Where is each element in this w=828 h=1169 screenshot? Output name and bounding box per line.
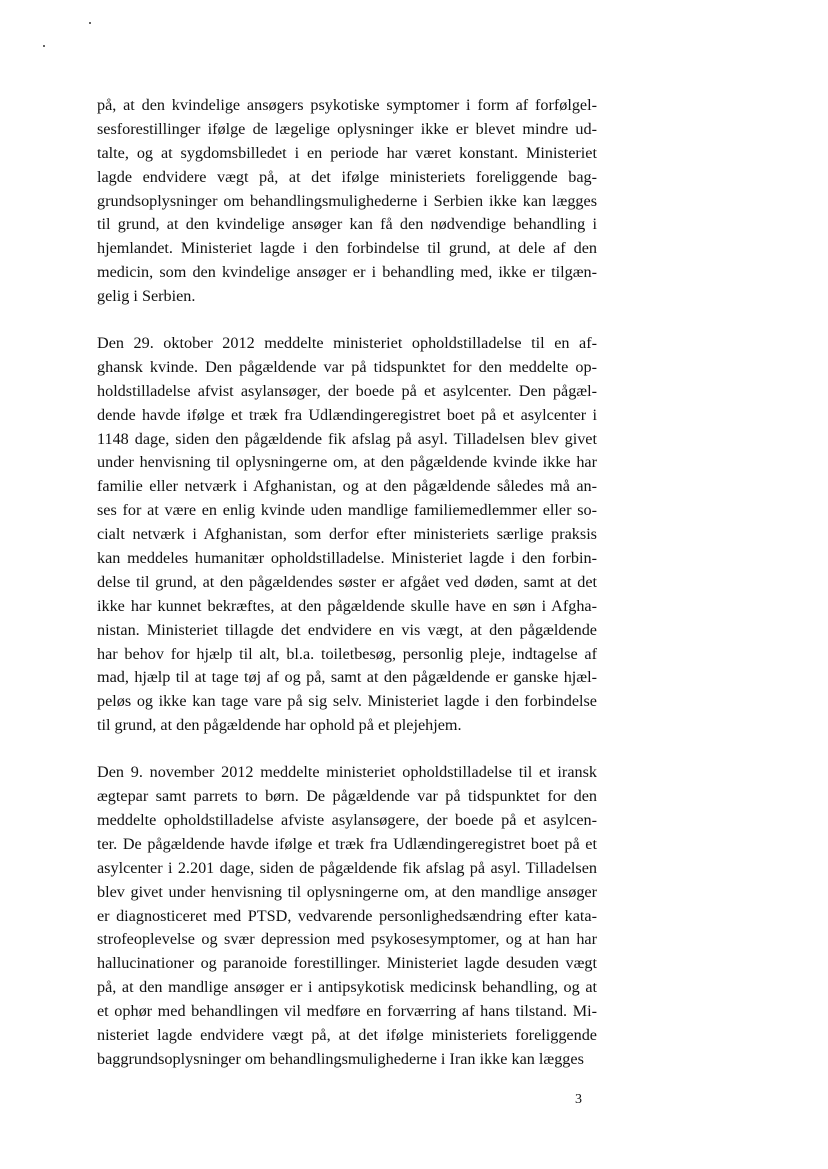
text-line: ses for at være en enlig kvinde uden mandlige familiemedlemmer eller so-: [97, 501, 597, 520]
text-line: er diagnosticeret med PTSD, vedvarende personlighedsændring efter kata-: [97, 906, 597, 925]
text-line: asylcenter i 2.201 dage, siden de pågældende fik afslag på asyl. Tilladelsen: [97, 858, 597, 877]
text-line: Den 9. november 2012 meddelte ministeriet opholdstilladelse til et iransk: [97, 763, 597, 782]
text-line: Den 29. oktober 2012 meddelte ministeriet opholdstilladelse til en af-: [97, 334, 597, 353]
text-line: ghansk kvinde. Den pågældende var på tidspunktet for den meddelte op-: [97, 357, 597, 376]
text-line: under henvisning til oplysningerne om, at den pågældende kvinde ikke har: [97, 453, 597, 472]
text-line: grundsoplysninger om behandlingsmulighederne i Serbien ikke kan lægges: [97, 191, 597, 210]
paragraph: [97, 94, 597, 309]
paragraph: [97, 761, 597, 1072]
text-line: hallucinationer og paranoide forestillinger. Ministeriet lagde desuden vægt: [97, 954, 597, 973]
text-line: på, at den mandlige ansøger er i antipsykotisk medicinsk behandling, og at: [97, 978, 597, 997]
text-line: nistan. Ministeriet tillagde det endvidere en vis vægt, at den pågældende: [97, 620, 597, 639]
text-line: til grund, at den kvindelige ansøger kan få den nødvendige behandling i: [97, 215, 597, 234]
text-line: nisteriet lagde endvidere vægt på, at det ifølge ministeriets foreliggende: [97, 1025, 597, 1044]
text-line: 1148 dage, siden den pågældende fik afslag på asyl. Tilladelsen blev givet: [97, 429, 597, 448]
text-line: baggrundsoplysninger om behandlingsmulighederne i Iran ikke kan lægges: [97, 1049, 584, 1068]
text-line: meddelte opholdstilladelse afviste asylansøgere, der boede på et asylcen-: [97, 810, 597, 829]
text-line: hjemlandet. Ministeriet lagde i den forbindelse til grund, at dele af den: [97, 239, 597, 258]
text-line: peløs og ikke kan tage vare på sig selv. Ministeriet lagde i den forbindelse: [97, 692, 597, 711]
text-line: lagde endvidere vægt på, at det ifølge ministeriets foreliggende bag-: [97, 167, 597, 186]
document-body: [97, 94, 597, 1095]
text-line: blev givet under henvisning til oplysningerne om, at den mandlige ansøger: [97, 882, 597, 901]
text-line: kan meddeles humanitær opholdstilladelse. Ministeriet lagde i den forbin-: [97, 549, 597, 568]
text-line: holdstilladelse afvist asylansøger, der boede på et asylcenter. Den pågæl-: [97, 381, 597, 400]
text-line: ter. De pågældende havde ifølge et træk fra Udlændingeregistret boet på et: [97, 834, 597, 853]
text-line: et ophør med behandlingen vil medføre en forværring af hans tilstand. Mi-: [97, 1002, 597, 1021]
scan-speck: [43, 45, 45, 47]
text-line: gelig i Serbien.: [97, 287, 196, 306]
text-line: har behov for hjælp til alt, bl.a. toiletbesøg, personlig pleje, indtagelse af: [97, 644, 597, 663]
paragraph: [97, 332, 597, 738]
text-line: mad, hjælp til at tage tøj af og på, samt at den pågældende er ganske hjæl-: [97, 668, 597, 687]
text-line: sesforestillinger ifølge de lægelige oplysninger ikke er blevet mindre ud-: [97, 119, 597, 138]
text-line: medicin, som den kvindelige ansøger er i behandling med, ikke er tilgæn-: [97, 263, 597, 282]
text-line: ægtepar samt parrets to børn. De pågældende var på tidspunktet for den: [97, 787, 597, 806]
text-line: til grund, at den pågældende har ophold på et plejehjem.: [97, 716, 462, 735]
text-line: på, at den kvindelige ansøgers psykotiske symptomer i form af forfølgel-: [97, 96, 597, 114]
text-line: talte, og at sygdomsbilledet i en periode har været konstant. Ministeriet: [97, 143, 597, 162]
text-line: dende havde ifølge et træk fra Udlændingeregistret boet på et asylcenter i: [97, 405, 597, 424]
text-line: ikke har kunnet bekræftes, at den pågældende skulle have en søn i Afgha-: [97, 596, 597, 615]
text-line: strofeoplevelse og svær depression med psykosesymptomer, og at han har: [97, 930, 597, 949]
text-line: cialt netværk i Afghanistan, som derfor efter ministeriets særlige praksis: [97, 525, 597, 544]
text-line: familie eller netværk i Afghanistan, og at den pågældende således må an-: [97, 477, 597, 496]
text-line: delse til grund, at den pågældendes søster er afgået ved døden, samt at det: [97, 572, 597, 591]
page-number: 3: [575, 1092, 582, 1107]
scan-speck: [89, 22, 91, 24]
